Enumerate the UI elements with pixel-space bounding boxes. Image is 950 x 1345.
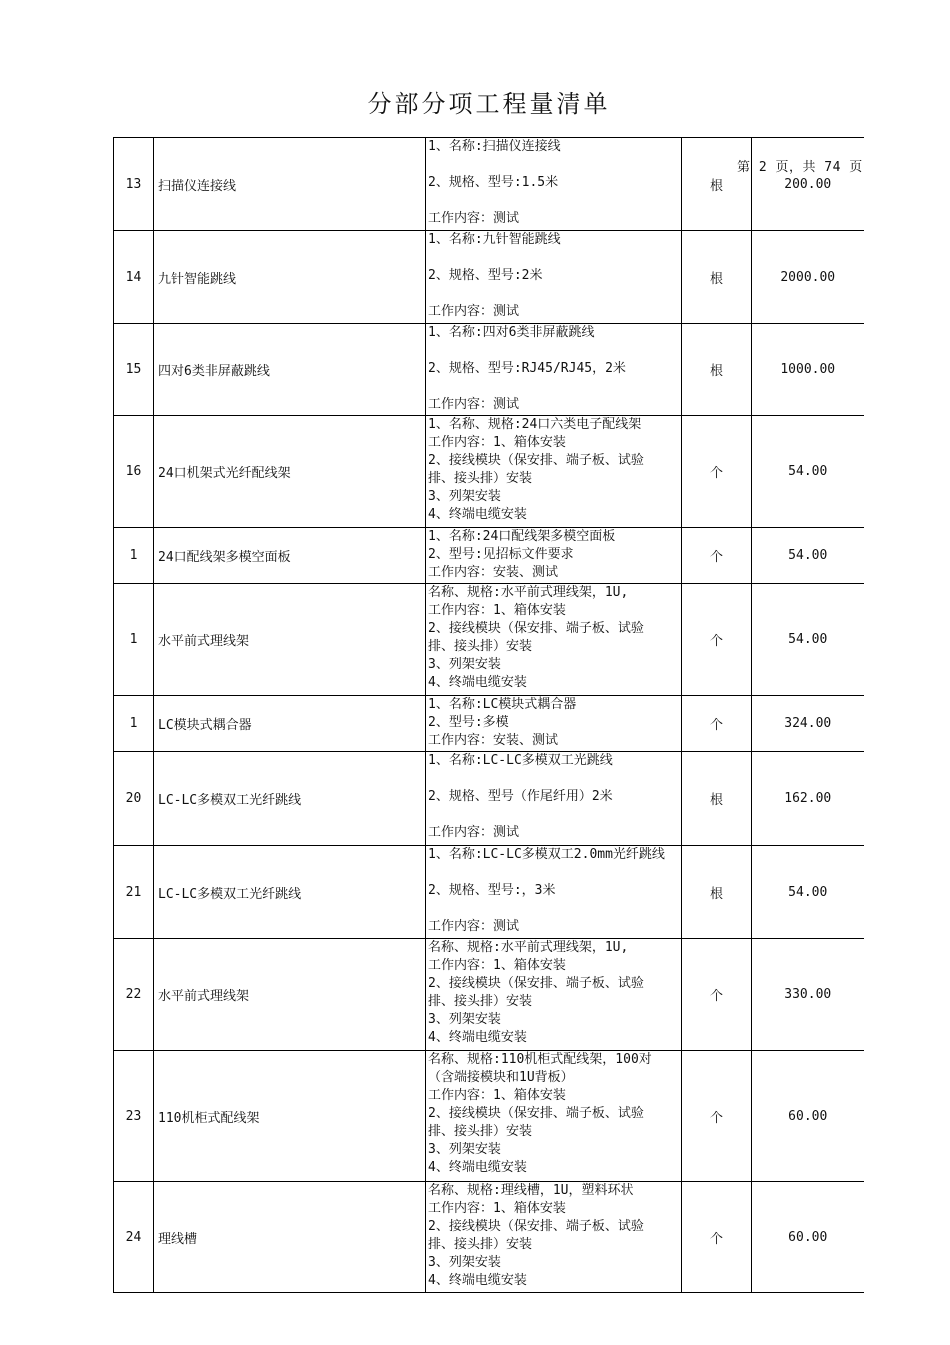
- description-line: 2、接线模块（保安排、端子板、试验: [428, 1219, 644, 1234]
- description-line: 工作内容：测试: [428, 211, 520, 226]
- description-line: 排、接头排）安装: [428, 639, 533, 654]
- item-unit: 个: [682, 416, 752, 528]
- description-spacer: [428, 806, 681, 824]
- description-line: 3、列架安装: [428, 1142, 501, 1157]
- description-line: 1、名称:LC-LC多模双工光跳线: [428, 753, 613, 768]
- item-unit: 根: [682, 138, 752, 231]
- item-unit: 根: [682, 846, 752, 939]
- description-line: 名称、规格:理线槽，1U，塑料环状: [428, 1183, 634, 1198]
- description-line: 工作内容：1、箱体安装: [428, 1201, 566, 1216]
- table-row: [114, 696, 864, 752]
- description-line: 工作内容：安装、测试: [428, 733, 559, 748]
- item-description: [426, 939, 682, 1051]
- item-quantity: 54.00: [752, 416, 864, 528]
- item-name: LC-LC多模双工光纤跳线: [154, 846, 426, 939]
- description-spacer: [428, 378, 681, 396]
- item-quantity: 200.00: [752, 138, 864, 231]
- item-name: 24口机架式光纤配线架: [154, 416, 426, 528]
- description-line: 1、名称:LC模块式耦合器: [428, 697, 577, 712]
- item-unit: 个: [682, 939, 752, 1051]
- description-line: 3、列架安装: [428, 657, 501, 672]
- item-name: 水平前式理线架: [154, 939, 426, 1051]
- item-description: [426, 846, 682, 939]
- item-unit: 个: [682, 696, 752, 752]
- item-description: [426, 584, 682, 696]
- item-unit: 个: [682, 1182, 752, 1293]
- description-line: 4、终端电缆安装: [428, 675, 527, 690]
- description-line: 1、名称:LC-LC多模双工2.0mm光纤跳线: [428, 847, 665, 862]
- description-line: 2、规格、型号:2米: [428, 268, 543, 283]
- item-quantity: 162.00: [752, 752, 864, 846]
- item-description: [426, 416, 682, 528]
- item-description: [426, 1182, 682, 1293]
- description-line: 2、规格、型号:1.5米: [428, 175, 559, 190]
- description-line: 4、终端电缆安装: [428, 507, 527, 522]
- table-row: [114, 846, 864, 939]
- item-quantity: 60.00: [752, 1051, 864, 1182]
- item-number: 14: [114, 231, 154, 324]
- item-description: [426, 528, 682, 584]
- item-name: 水平前式理线架: [154, 584, 426, 696]
- description-line: 4、终端电缆安装: [428, 1273, 527, 1288]
- item-quantity: 60.00: [752, 1182, 864, 1293]
- description-line: 排、接头排）安装: [428, 994, 533, 1009]
- item-number: 15: [114, 324, 154, 416]
- description-line: 2、接线模块（保安排、端子板、试验: [428, 453, 644, 468]
- item-quantity: 1000.00: [752, 324, 864, 416]
- item-number: 21: [114, 846, 154, 939]
- item-name: 四对6类非屏蔽跳线: [154, 324, 426, 416]
- description-line: 2、规格、型号:RJ45/RJ45，2米: [428, 361, 626, 376]
- item-number: 16: [114, 416, 154, 528]
- table-row: [114, 939, 864, 1051]
- description-spacer: [428, 192, 681, 210]
- description-line: 工作内容：1、箱体安装: [428, 603, 566, 618]
- item-number: 13: [114, 138, 154, 231]
- item-name: LC-LC多模双工光纤跳线: [154, 752, 426, 846]
- item-number: 20: [114, 752, 154, 846]
- item-name: 九针智能跳线: [154, 231, 426, 324]
- table-row: [114, 528, 864, 584]
- description-spacer: [428, 900, 681, 918]
- item-number: 23: [114, 1051, 154, 1182]
- item-unit: 根: [682, 324, 752, 416]
- item-unit: 个: [682, 528, 752, 584]
- item-unit: 个: [682, 1051, 752, 1182]
- description-line: 2、接线模块（保安排、端子板、试验: [428, 976, 644, 991]
- page-number-info: 第 2 页，共 74 页: [737, 160, 863, 175]
- description-line: 4、终端电缆安装: [428, 1160, 527, 1175]
- item-unit: 根: [682, 231, 752, 324]
- item-unit: 个: [682, 584, 752, 696]
- description-line: 3、列架安装: [428, 1012, 501, 1027]
- description-line: 工作内容：测试: [428, 397, 520, 412]
- item-name: 理线槽: [154, 1182, 426, 1293]
- item-number: 1: [114, 528, 154, 584]
- description-line: 2、接线模块（保安排、端子板、试验: [428, 621, 644, 636]
- description-line: （含端接模块和1U背板）: [428, 1070, 574, 1085]
- description-line: 工作内容：1、箱体安装: [428, 1088, 566, 1103]
- item-number: 24: [114, 1182, 154, 1293]
- item-description: [426, 1051, 682, 1182]
- item-quantity: 54.00: [752, 584, 864, 696]
- description-line: 工作内容：测试: [428, 304, 520, 319]
- item-quantity: 330.00: [752, 939, 864, 1051]
- description-line: 排、接头排）安装: [428, 1124, 533, 1139]
- table-row: [114, 324, 864, 416]
- item-name: 110机柜式配线架: [154, 1051, 426, 1182]
- description-line: 工作内容：1、箱体安装: [428, 435, 566, 450]
- description-line: 1、名称:四对6类非屏蔽跳线: [428, 325, 595, 340]
- description-line: 2、型号:见招标文件要求: [428, 547, 574, 562]
- item-quantity: 2000.00: [752, 231, 864, 324]
- description-spacer: [428, 285, 681, 303]
- description-line: 排、接头排）安装: [428, 471, 533, 486]
- item-name: 24口配线架多模空面板: [154, 528, 426, 584]
- item-number: 22: [114, 939, 154, 1051]
- description-line: 工作内容：测试: [428, 825, 520, 840]
- item-description: [426, 696, 682, 752]
- table-row: [114, 584, 864, 696]
- table-row: [114, 231, 864, 324]
- table-row: [114, 752, 864, 846]
- description-spacer: [428, 249, 681, 267]
- description-spacer: [428, 770, 681, 788]
- description-line: 工作内容：测试: [428, 919, 520, 934]
- table-row: [114, 416, 864, 528]
- description-line: 排、接头排）安装: [428, 1237, 533, 1252]
- description-line: 2、型号:多模: [428, 715, 509, 730]
- item-description: [426, 752, 682, 846]
- item-description: [426, 138, 682, 231]
- description-line: 1、名称:九针智能跳线: [428, 232, 561, 247]
- table-row: [114, 1182, 864, 1293]
- page-title: 分部分项工程量清单: [367, 90, 611, 118]
- description-line: 工作内容：1、箱体安装: [428, 958, 566, 973]
- item-unit: 根: [682, 752, 752, 846]
- item-number: 1: [114, 584, 154, 696]
- item-description: [426, 231, 682, 324]
- description-line: 2、规格、型号（作尾纤用）2米: [428, 789, 613, 804]
- table-row: [114, 1051, 864, 1182]
- description-line: 名称、规格:110机柜式配线架，100对: [428, 1052, 652, 1067]
- description-line: 工作内容：安装、测试: [428, 565, 559, 580]
- description-line: 名称、规格:水平前式理线架，1U,: [428, 585, 629, 600]
- description-line: 4、终端电缆安装: [428, 1030, 527, 1045]
- table-row: [114, 138, 864, 231]
- description-line: 2、接线模块（保安排、端子板、试验: [428, 1106, 644, 1121]
- bill-of-quantities-table: [113, 137, 864, 1293]
- description-spacer: [428, 864, 681, 882]
- description-line: 3、列架安装: [428, 1255, 501, 1270]
- description-spacer: [428, 342, 681, 360]
- description-line: 2、规格、型号:，3米: [428, 883, 556, 898]
- description-line: 名称、规格:水平前式理线架，1U,: [428, 940, 629, 955]
- item-description: [426, 324, 682, 416]
- description-line: 1、名称、规格:24口六类电子配线架: [428, 417, 642, 432]
- item-name: LC模块式耦合器: [154, 696, 426, 752]
- description-spacer: [428, 156, 681, 174]
- item-quantity: 54.00: [752, 846, 864, 939]
- description-line: 3、列架安装: [428, 489, 501, 504]
- item-number: 1: [114, 696, 154, 752]
- description-line: 1、名称:24口配线架多模空面板: [428, 529, 616, 544]
- item-quantity: 324.00: [752, 696, 864, 752]
- item-name: 扫描仪连接线: [154, 138, 426, 231]
- description-line: 1、名称:扫描仪连接线: [428, 139, 561, 154]
- item-quantity: 54.00: [752, 528, 864, 584]
